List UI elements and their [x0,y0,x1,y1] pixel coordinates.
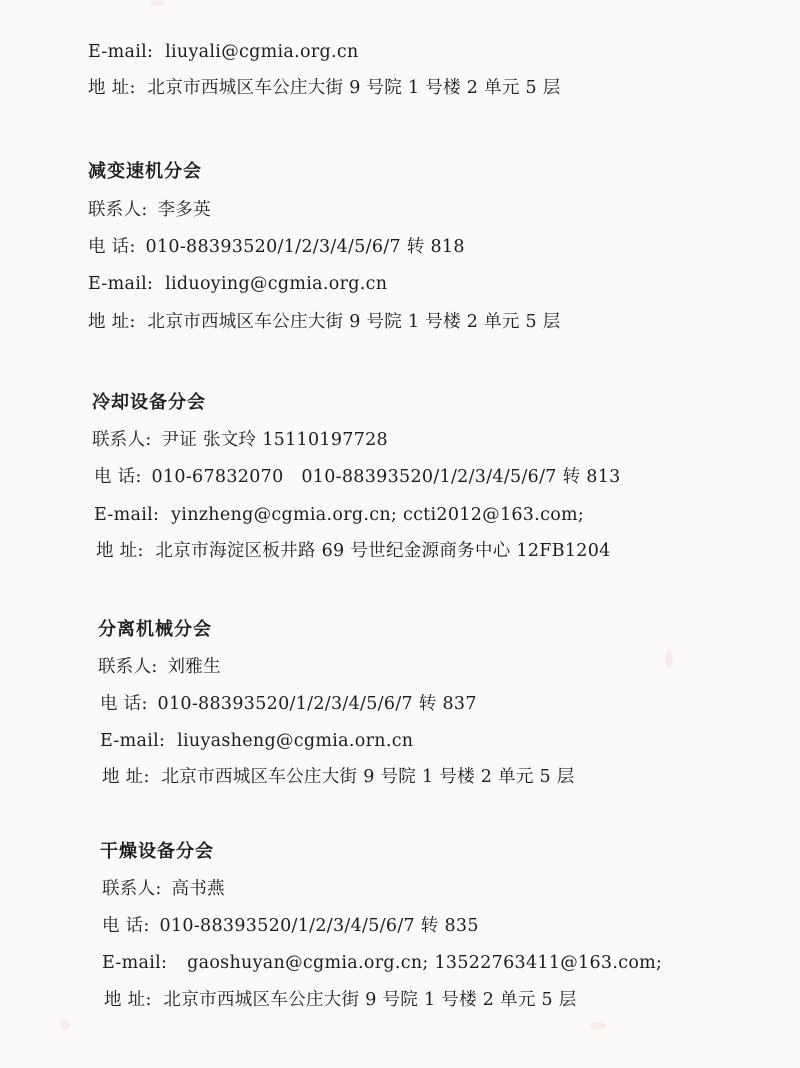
email-value: liuyasheng@cgmia.orn.cn [177,731,414,751]
contact-line [102,877,225,901]
contact-label: 联系人: [102,879,162,899]
email-label: E-mail: [94,505,160,525]
phone-line [94,465,621,489]
contact-value: 高书燕 [171,879,225,899]
contact-line [92,428,388,452]
section-title: 分离机械分会 [98,619,212,640]
scan-speck [150,0,164,6]
email-label: E-mail: [88,42,154,62]
phone-label: 电 话: [100,694,148,714]
email-line [100,729,413,753]
address-label: 地 址: [96,541,144,561]
address-line [88,310,561,334]
email-label: E-mail: [100,731,166,751]
phone-label: 电 话: [94,467,142,487]
email-label: E-mail: [102,953,168,973]
address-value: 北京市西城区车公庄大街 9 号院 1 号楼 2 单元 5 层 [147,78,561,98]
phone-label: 电 话: [88,237,136,257]
contact-label: 联系人: [92,430,152,450]
email-line [102,951,662,975]
section-title: 减变速机分会 [88,161,202,182]
contact-value: 尹证 张文玲 15110197728 [161,430,388,450]
phone-value: 010-88393520/1/2/3/4/5/6/7 转 835 [159,916,479,936]
section-title: 干燥设备分会 [100,841,214,862]
contact-line [88,198,211,222]
contact-label: 联系人: [98,657,158,677]
email-line [88,272,387,296]
address-line [96,539,611,563]
contact-label: 联系人: [88,200,148,220]
address-line [104,988,577,1012]
top-email-line [88,40,359,64]
address-label: 地 址: [102,767,150,787]
scan-speck [590,1022,606,1030]
phone-label: 电 话: [102,916,150,936]
email-value: gaoshuyan@cgmia.org.cn; 13522763411@163.com; [187,953,663,973]
address-line [102,765,575,789]
address-label: 地 址: [104,990,152,1010]
contact-value: 刘雅生 [167,657,221,677]
phone-value: 010-88393520/1/2/3/4/5/6/7 转 837 [157,694,477,714]
scan-speck [60,1020,70,1030]
phone-line [100,692,477,716]
address-label: 地 址: [88,78,136,98]
phone-line [88,235,465,259]
email-value: yinzheng@cgmia.org.cn; ccti2012@163.com; [171,505,585,525]
address-value: 北京市西城区车公庄大街 9 号院 1 号楼 2 单元 5 层 [163,990,577,1010]
address-label: 地 址: [88,312,136,332]
address-value: 北京市海淀区板井路 69 号世纪金源商务中心 12FB1204 [155,541,611,561]
phone-value: 010-88393520/1/2/3/4/5/6/7 转 818 [145,237,465,257]
section-title: 冷却设备分会 [92,392,206,413]
top-address-line [88,76,561,100]
address-value: 北京市西城区车公庄大街 9 号院 1 号楼 2 单元 5 层 [161,767,575,787]
contact-line [98,655,221,679]
email-value: liuyali@cgmia.org.cn [165,42,359,62]
email-label: E-mail: [88,274,154,294]
phone-line [102,914,479,938]
contact-value: 李多英 [157,200,211,220]
phone-value: 010-67832070 010-88393520/1/2/3/4/5/6/7 转 813 [151,467,621,487]
address-value: 北京市西城区车公庄大街 9 号院 1 号楼 2 单元 5 层 [147,312,561,332]
email-line [94,503,584,527]
scan-speck [665,650,673,668]
email-value: liduoying@cgmia.org.cn [165,274,388,294]
